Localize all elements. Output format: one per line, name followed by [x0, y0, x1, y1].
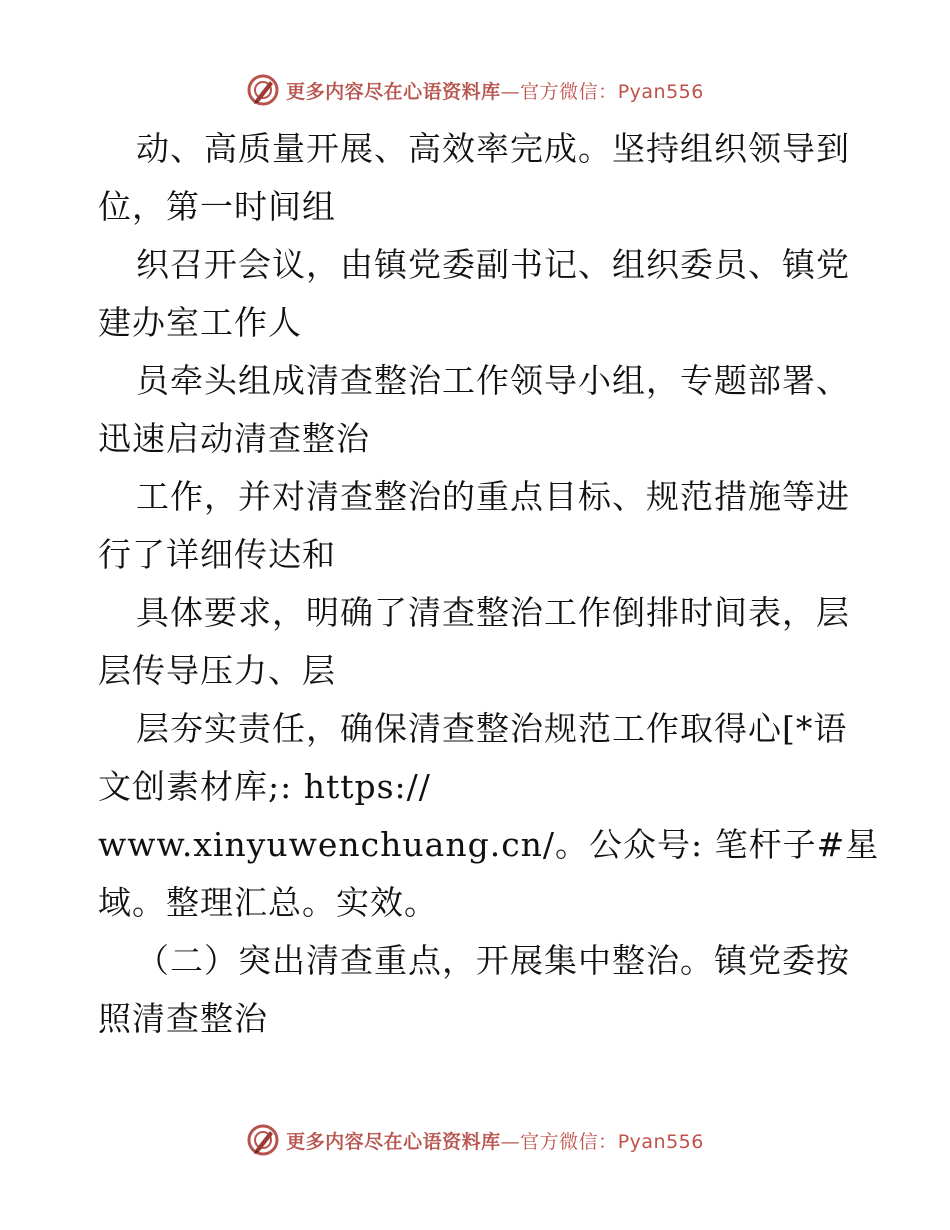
body-line: 位，第一时间组	[98, 187, 336, 226]
header-watermark-banner	[0, 70, 950, 110]
body-line: 层传导压力、层	[98, 651, 336, 690]
body-line: 具体要求，明确了清查整治工作倒排时间表，层	[136, 593, 850, 632]
footer-watermark-banner	[0, 1120, 950, 1160]
banner-main-text: 更多内容尽在心语资料库	[286, 1130, 501, 1153]
banner-wechat-label: 官方微信：	[520, 1130, 618, 1153]
banner-account: Pyan556	[617, 80, 704, 103]
body-line: 文创素材库;: https://	[98, 767, 431, 806]
banner-separator: —	[500, 80, 521, 103]
body-line: 员牵头组成清查整治工作领导小组，专题部署、	[136, 361, 850, 400]
body-line: 动、高质量开展、高效率完成。坚持组织领导到	[136, 129, 850, 168]
body-line: 建办室工作人	[98, 303, 302, 342]
body-line: 行了详细传达和	[98, 535, 336, 574]
banner-text	[286, 1127, 704, 1154]
banner-separator: —	[500, 1130, 521, 1153]
banner-account: Pyan556	[617, 1130, 704, 1153]
body-line: 工作，并对清查整治的重点目标、规范措施等进	[136, 477, 850, 516]
banner-wechat-label: 官方微信：	[520, 80, 618, 103]
body-line: 层夯实责任，确保清查整治规范工作取得心[*语	[136, 709, 848, 748]
body-line: 织召开会议，由镇党委副书记、组织委员、镇党	[136, 245, 850, 284]
body-line: www.xinyuwenchuang.cn/。公众号: 笔杆子#星	[98, 825, 880, 864]
banner-main-text: 更多内容尽在心语资料库	[286, 80, 501, 103]
pen-logo-icon	[246, 1123, 280, 1157]
banner-text	[286, 77, 704, 104]
body-line: 域。整理汇总。实效。	[98, 883, 438, 922]
body-line: 照清查整治	[98, 999, 268, 1038]
body-line: （二）突出清查重点，开展集中整治。镇党委按	[136, 941, 850, 980]
document-body	[98, 120, 880, 1048]
pen-logo-icon	[246, 73, 280, 107]
body-line: 迅速启动清查整治	[98, 419, 370, 458]
